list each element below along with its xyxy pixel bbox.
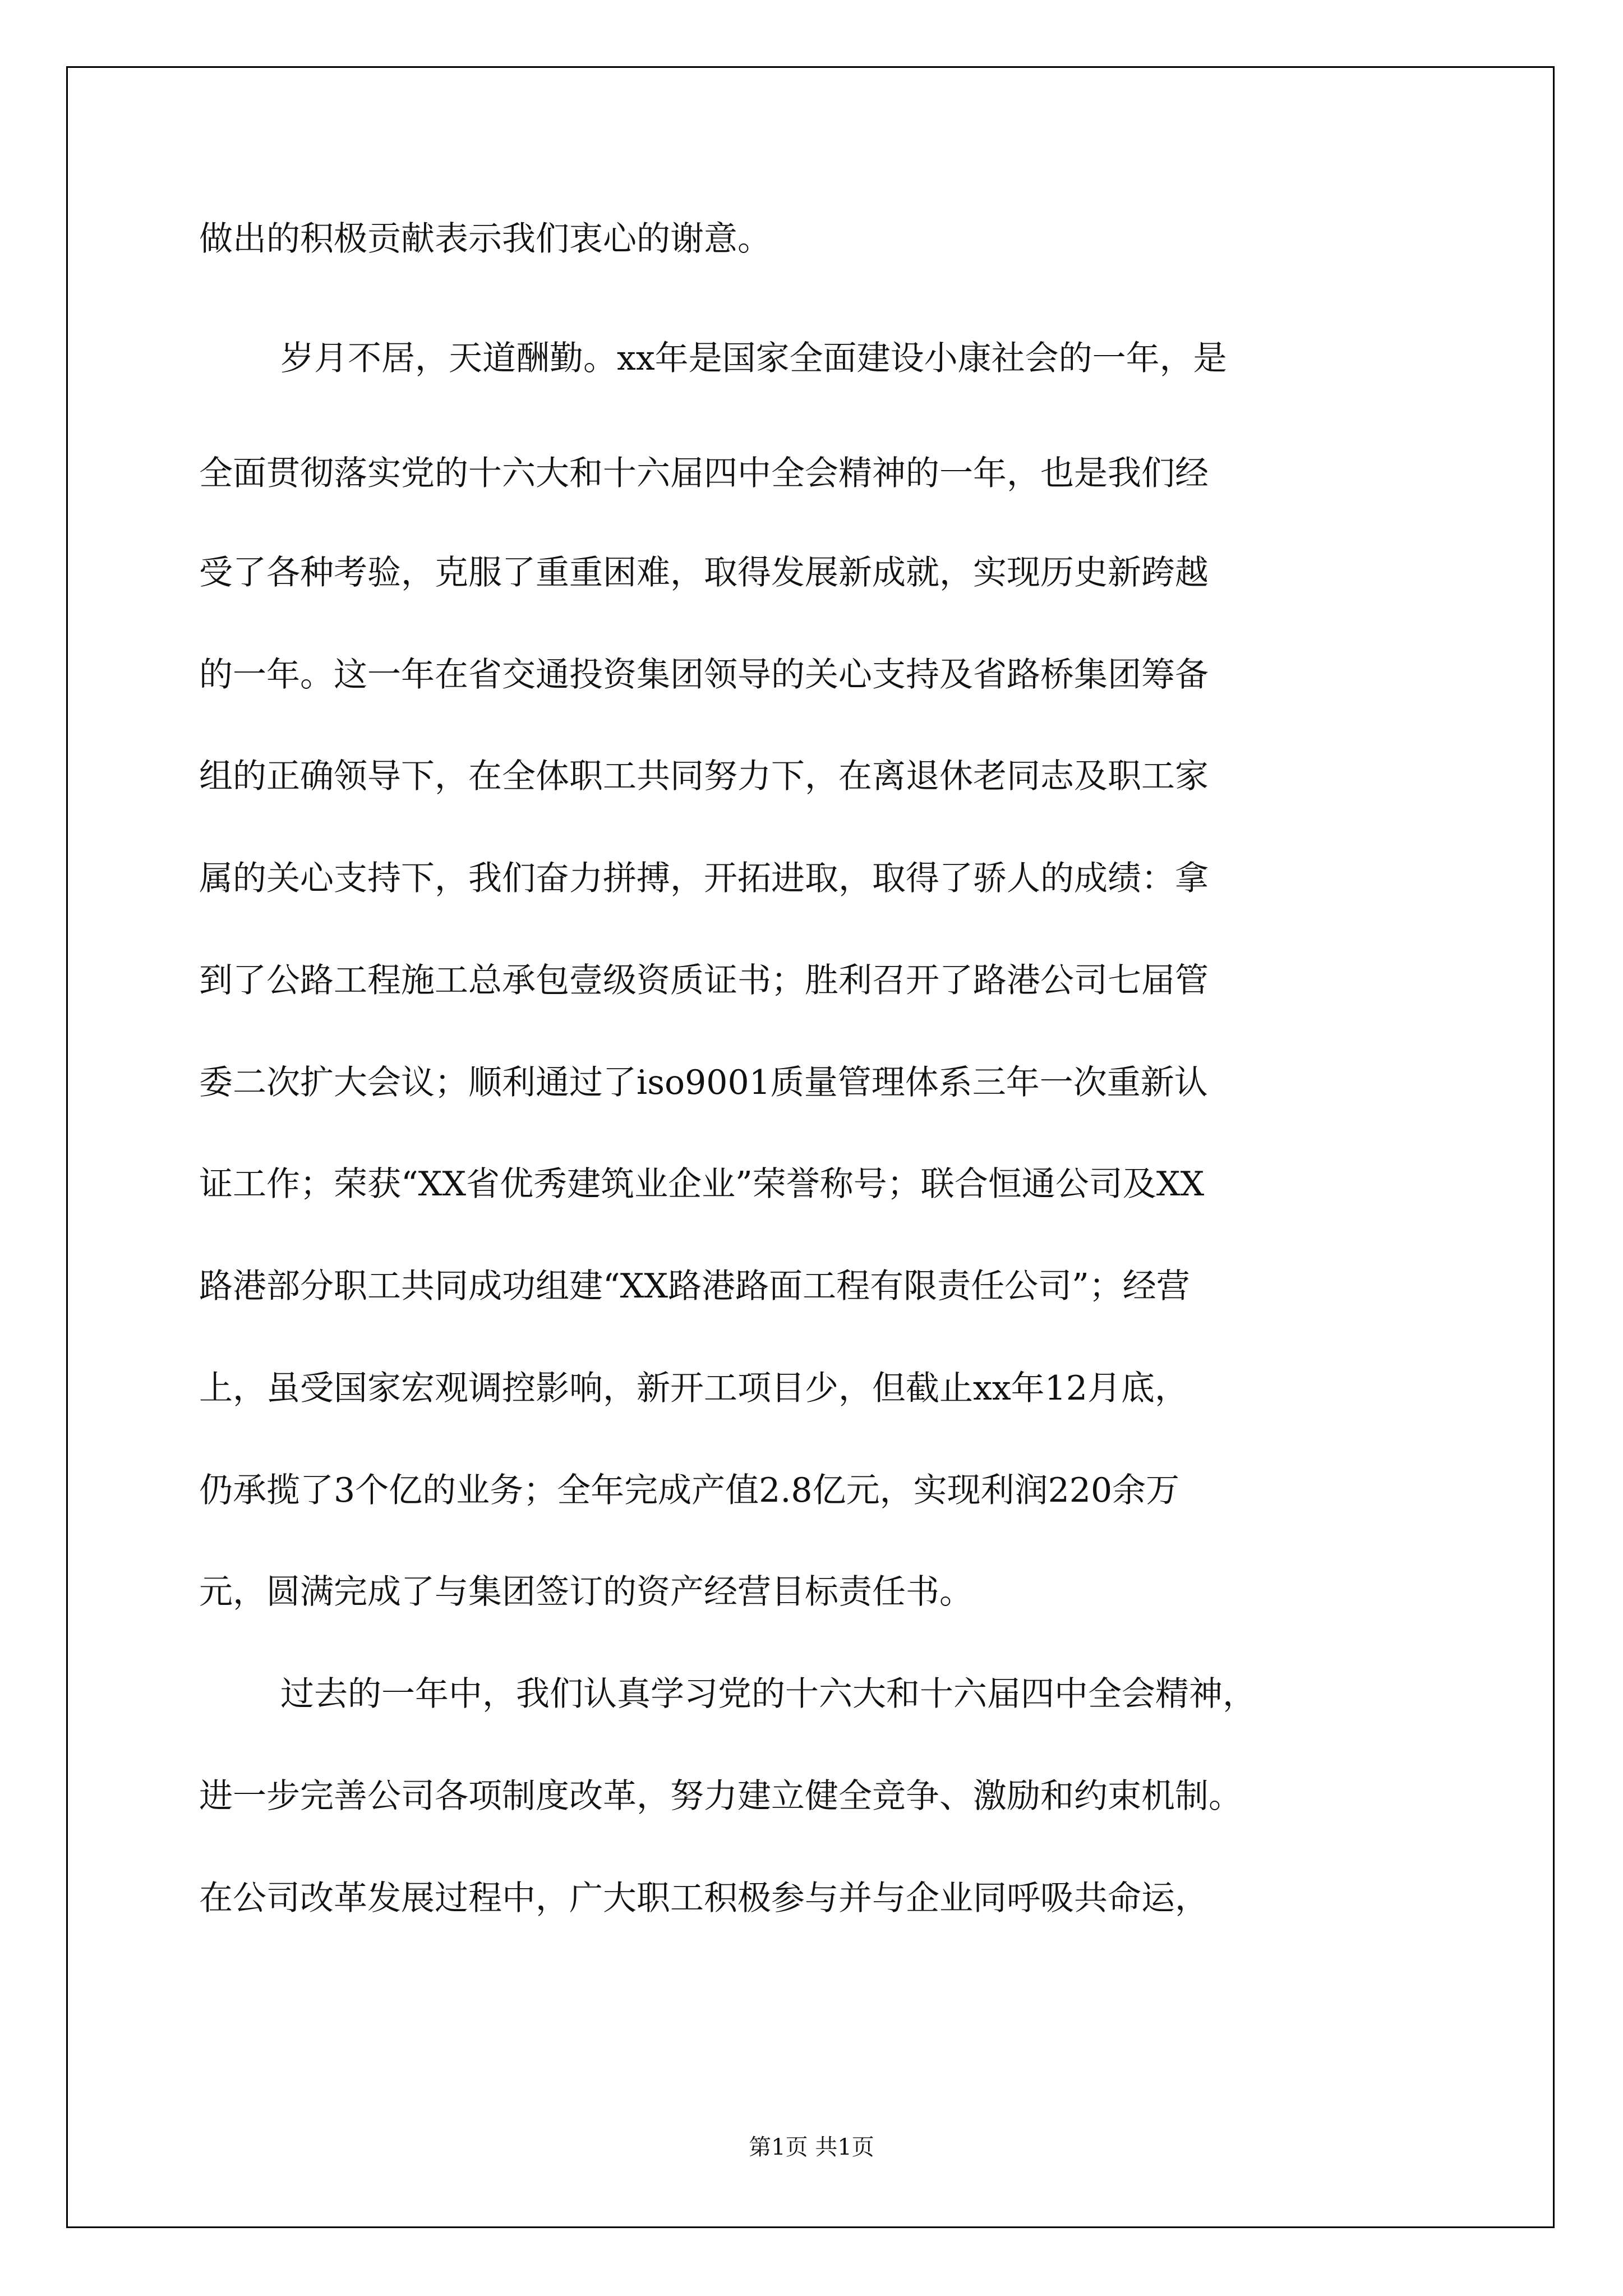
text-line: 进一步完善公司各项制度改革，努力建立健全竞争、激励和约束机制。 [199,1777,1242,1816]
text-line: 的一年。这一年在省交通投资集团领导的关心支持及省路桥集团筹备 [199,655,1209,694]
text-line: 到了公路工程施工总承包壹级资质证书；胜利召开了路港公司七届管 [199,961,1209,1000]
text-line: 委二次扩大会议；顺利通过了iso9001质量管理体系三年一次重新认 [199,1063,1208,1102]
text-line: 元，圆满完成了与集团签订的资产经营目标责任书。 [199,1572,973,1612]
text-line: 路港部分职工共同成功组建“XX路港路面工程有限责任公司”；经营 [199,1267,1190,1306]
text-line: 仍承揽了3个亿的业务；全年完成产值2.8亿元，实现利润220余万 [199,1471,1180,1510]
text-line: 在公司改革发展过程中，广大职工积极参与并与企业同呼吸共命运， [199,1879,1209,1918]
text-line: 上，虽受国家宏观调控影响，新开工项目少，但截止xx年12月底， [199,1369,1189,1408]
paragraph-start-line: 过去的一年中，我们认真学习党的十六大和十六届四中全会精神， [280,1674,1256,1714]
text-line: 属的关心支持下，我们奋力拼搏，开拓进取，取得了骄人的成绩：拿 [199,859,1209,898]
page-number-footer: 第1页 共1页 [749,2134,874,2160]
text-line: 证工作；荣获“XX省优秀建筑业企业”荣誉称号；联合恒通公司及XX [199,1165,1205,1204]
text-line: 组的正确领导下，在全体职工共同努力下，在离退休老同志及职工家 [199,757,1209,796]
text-line: 做出的积极贡献表示我们衷心的谢意。 [199,219,771,259]
text-line: 全面贯彻落实党的十六大和十六届四中全会精神的一年，也是我们经 [199,454,1209,493]
paragraph-start-line: 岁月不居，天道酬勤。xx年是国家全面建设小康社会的一年，是 [280,339,1227,378]
text-line: 受了各种考验，克服了重重困难，取得发展新成就，实现历史新跨越 [199,553,1209,592]
